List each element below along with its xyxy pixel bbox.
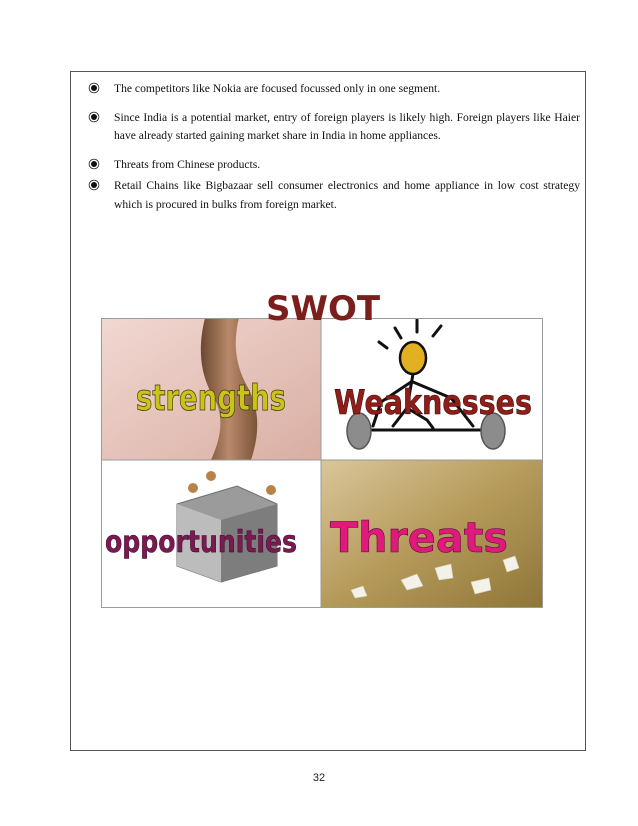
bullet-icon <box>91 85 97 91</box>
bullet-icon <box>91 161 97 167</box>
bullet-text: Threats from Chinese products. <box>114 157 261 171</box>
threats-label: Threats <box>330 513 508 562</box>
swot-title: SWOT <box>265 289 381 329</box>
bullet-list <box>88 80 580 224</box>
swot-image <box>101 290 543 608</box>
strengths-label: strengths <box>136 378 286 419</box>
list-item <box>88 156 580 175</box>
list-item <box>88 177 580 214</box>
bullet-icon <box>91 182 97 188</box>
list-item <box>88 80 580 99</box>
swot-graphic <box>101 290 543 608</box>
bullet-text: The competitors like Nokia are focused focussed only in one segment. <box>114 82 441 95</box>
bullet-text: Retail Chains like Bigbazaar sell consumer electronics and home appliance in low cost strategy which is procured in bulks from foreign market. <box>114 179 580 211</box>
weaknesses-label: Weaknesses <box>334 383 532 423</box>
bullet-text: Since India is a potential market, entry of foreign players is likely high. Foreign players like Haier have already started gaining market share in India in home appliances. <box>114 110 580 142</box>
face-icon <box>400 342 426 374</box>
page-number: 32 <box>312 772 326 784</box>
list-item <box>88 109 580 146</box>
opportunities-label: opportunities <box>105 525 297 560</box>
bullet-icon <box>91 114 97 120</box>
